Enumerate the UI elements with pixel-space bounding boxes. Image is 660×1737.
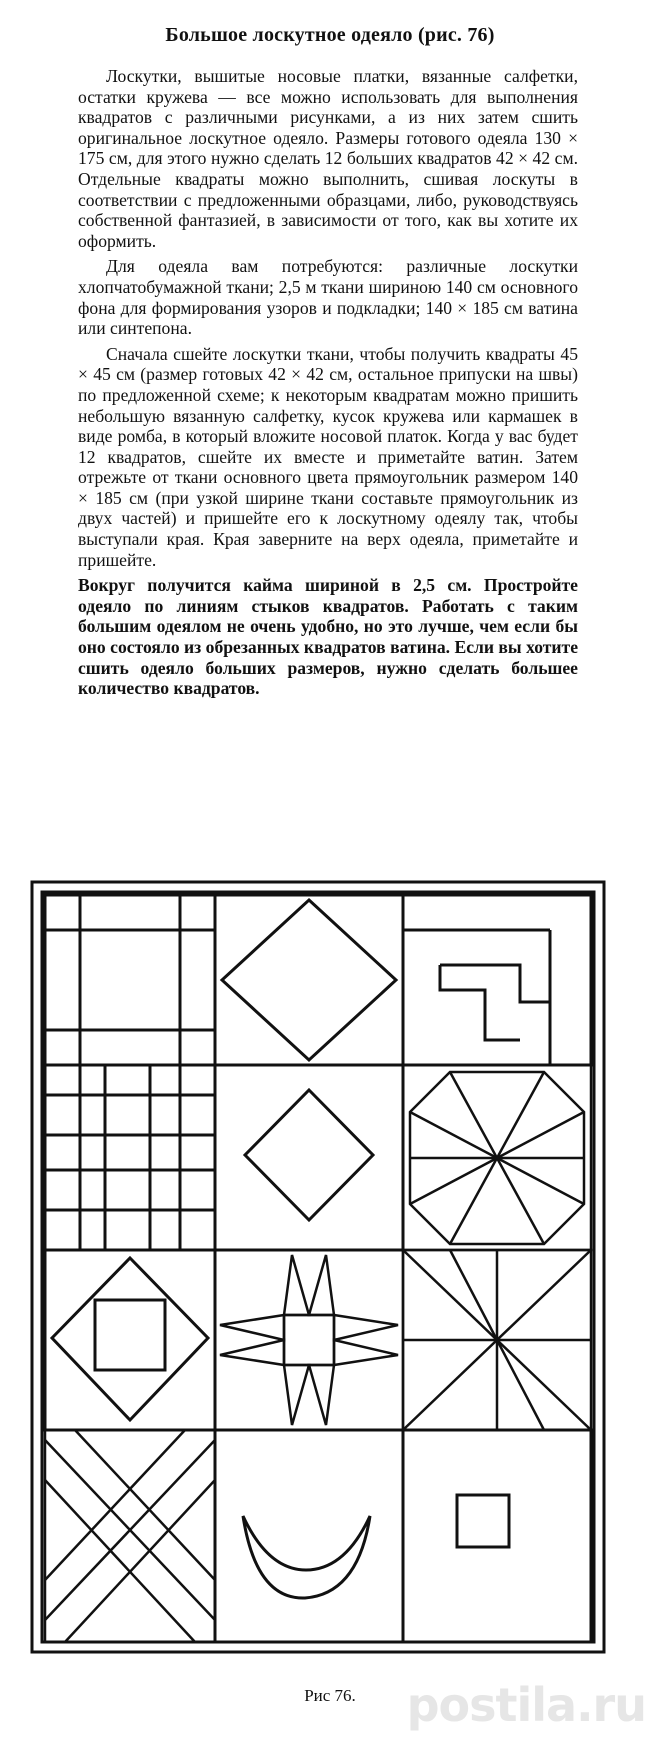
quilt-block-3 [403,895,591,1065]
quilt-inner-border [42,892,594,1642]
quilt-figure [30,880,630,1662]
figure-caption: Рис 76. [304,1686,356,1705]
quilt-outer-border [32,882,604,1652]
quilt-block-6 [403,1065,591,1250]
quilt-diagram [30,880,630,1662]
quilt-block-5 [215,1065,403,1250]
quilt-block-2 [215,895,403,1065]
watermark: postila.ru [406,1678,646,1732]
paragraph-finishing: Вокруг получится кайма шириной в 2,5 см. Простройте одеяло по линиям стыков квадратов. Работать с таким большим одеялом не очень удобно, но это лучше, чем если бы оно состояло из обрезанных квадратов ватина. Если вы хотите сшить одеяло больших размеров, нужно сделать большее количество квадратов. [78,575,578,699]
body-text [78,66,578,704]
paragraph-intro: Лоскутки, вышитые носовые платки, вязанные салфетки, остатки кружева — все можно использовать для выполнения квадратов с различными рисунками, а из них затем сшить оригинальное лоскутное одеяло. Размеры готового одеяла 130 × 175 см, для этого нужно сделать 12 больших квадратов 42 × 42 см. Отдельные квадраты можно выполнить, сшивая лоскуты в соответствии с предложенными образцами, либо, руководствуясь собственной фантазией, в зависимости от того, как вы хотите их оформить. [78,66,578,251]
quilt-block-4 [45,1065,215,1250]
quilt-block-10 [45,1430,215,1642]
page-title: Большое лоскутное одеяло (рис. 76) [165,24,495,46]
paragraph-materials: Для одеяла вам потребуются: различные лоскутки хлопчатобумажной ткани; 2,5 м ткани шириною 140 см основного фона для формирования узоров и подкладки; 140 × 185 см ватина или синтепона. [78,256,578,339]
quilt-block-7 [45,1250,215,1430]
quilt-block-1 [45,895,215,1065]
quilt-block-8 [215,1250,403,1430]
quilt-block-11 [215,1430,403,1642]
quilt-block-12 [403,1430,591,1642]
quilt-block-9 [403,1250,591,1430]
paragraph-instructions: Сначала сшейте лоскутки ткани, чтобы получить квадраты 45 × 45 см (размер готовых 42 × 42 см, остальное припуски на швы) по предложенной схеме; к некоторым квадратам можно пришить небольшую вязанную салфетку, кусок кружева или кармашек в виде ромба, в который вложите носовой платок. Когда у вас будет 12 квадратов, сшейте их вместе и приметайте ватин. Затем отрежьте от ткани основного цвета прямоугольник размером 140 × 185 см (при узкой ширине ткани составьте прямоугольник из двух частей) и пришейте его к лоскутному одеялу так, чтобы выступали края. Края заверните на верх одеяла, приметайте и пришейте. [78,343,578,570]
